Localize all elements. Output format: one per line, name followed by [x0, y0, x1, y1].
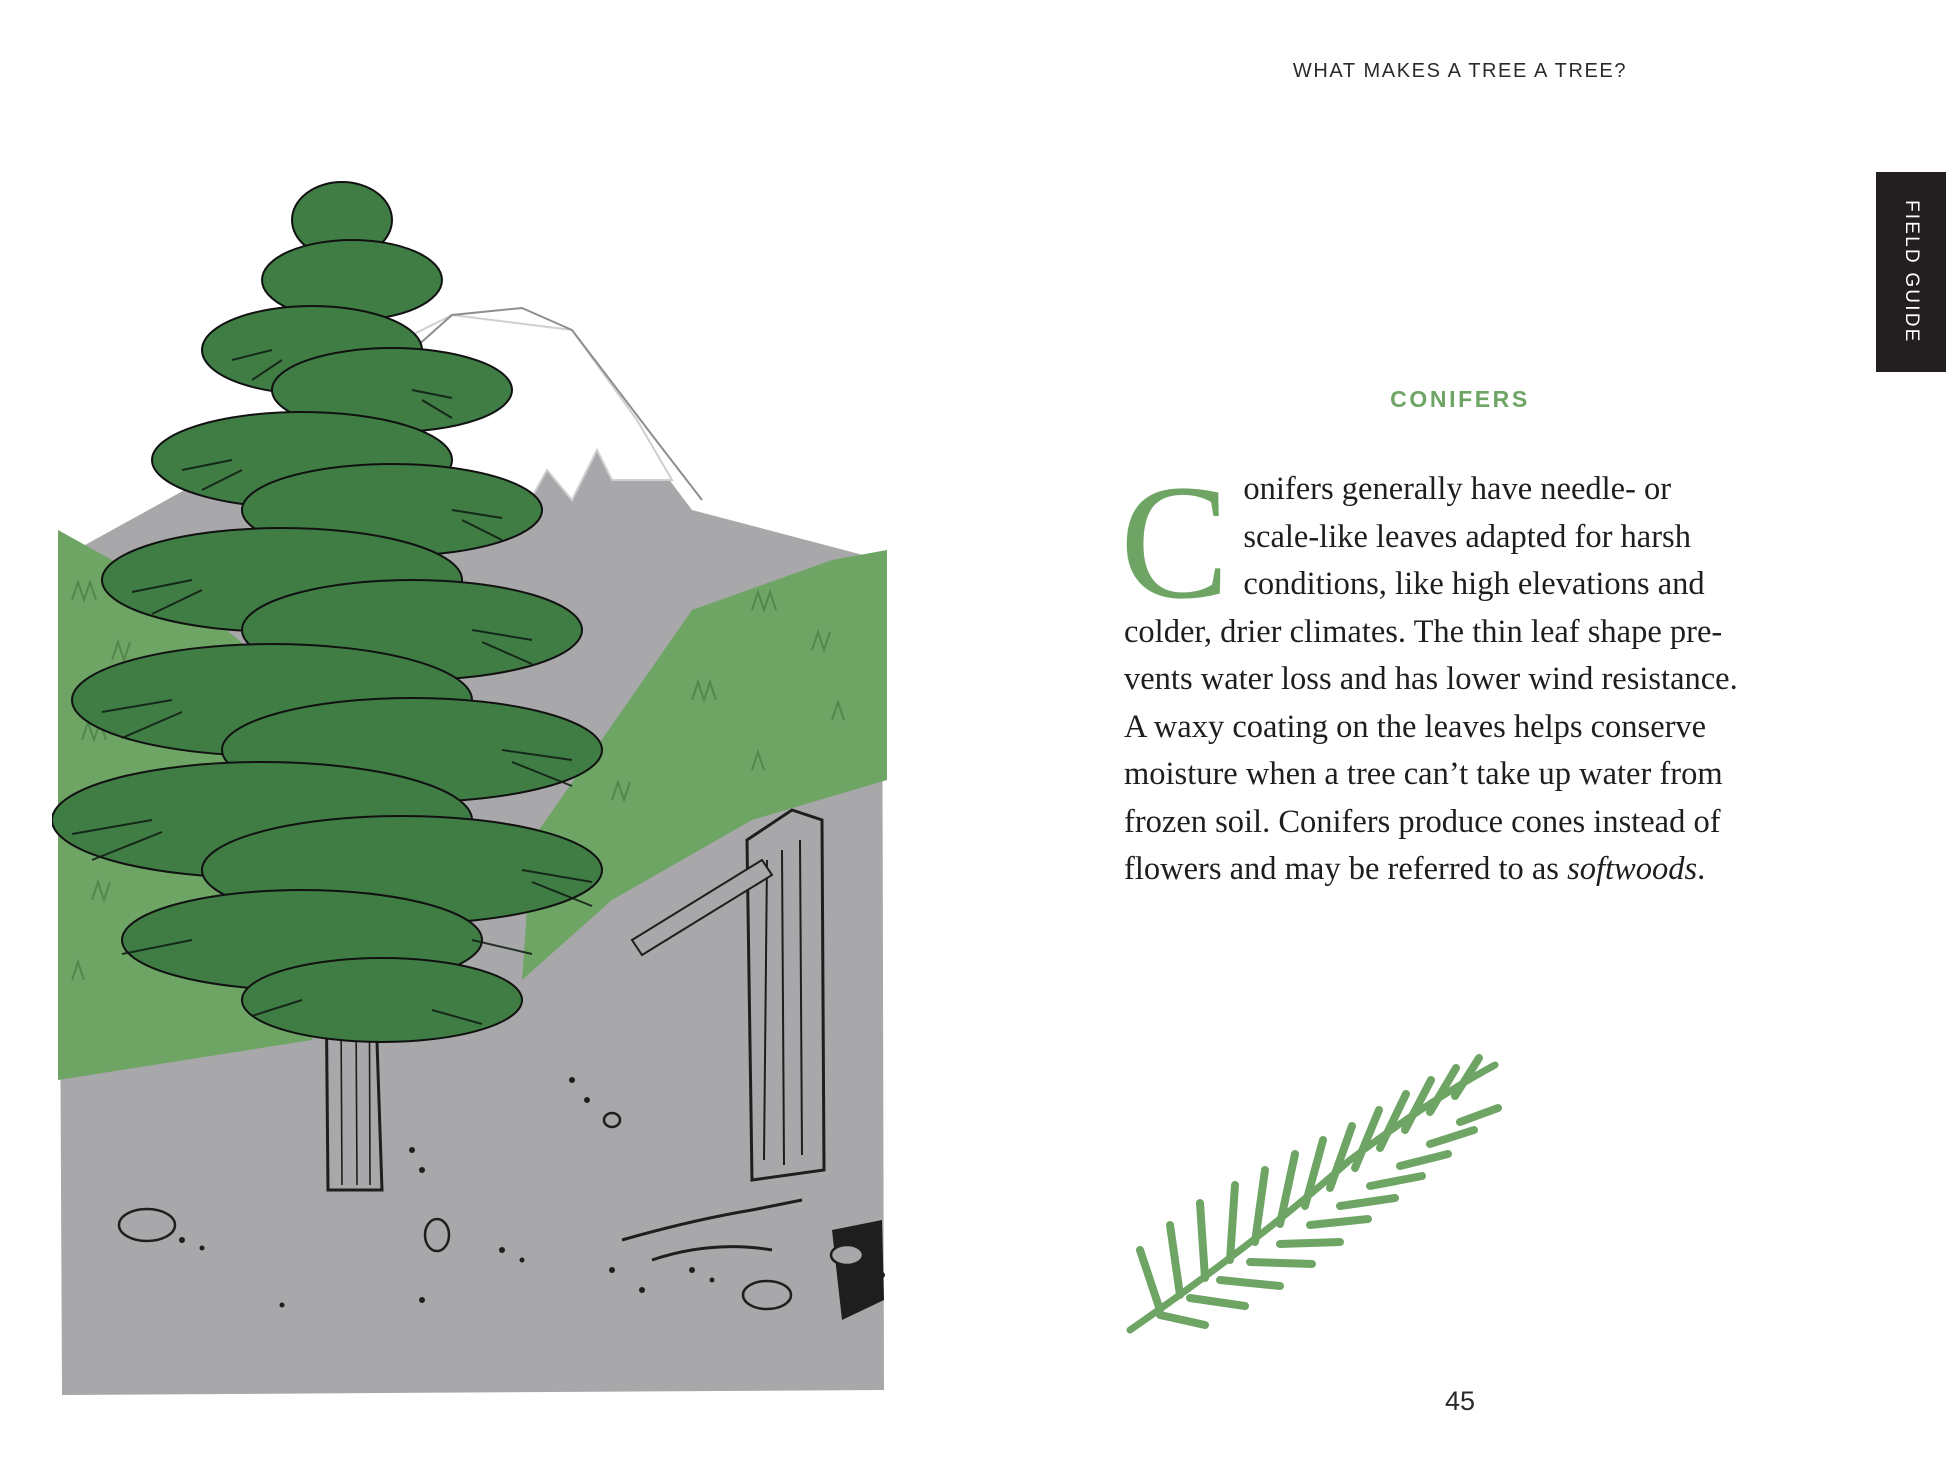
- conifer-sprig-illustration: [1100, 1020, 1520, 1350]
- page-number: 45: [1444, 1386, 1476, 1416]
- running-head: WHAT MAKES A TREE A TREE?: [1292, 60, 1628, 82]
- body-line-last: flowers and may be referred to as softwoods.: [1124, 851, 1706, 887]
- softwoods-term: softwoods: [1567, 851, 1698, 887]
- body-line: A waxy coating on the leaves helps conserve: [1124, 708, 1707, 745]
- body-line: colder, drier climates. The thin leaf shape pre-: [1124, 613, 1723, 650]
- body-line: onifers generally have needle- or: [1243, 471, 1672, 507]
- sprig-stem: [1130, 1065, 1495, 1330]
- body-paragraph: [1120, 452, 1804, 894]
- body-line: scale-like leaves adapted for harsh: [1243, 518, 1691, 555]
- body-line: vents water loss and has lower wind resistance.: [1124, 661, 1738, 697]
- body-line: frozen soil. Conifers produce cones instead of: [1124, 803, 1721, 840]
- body-line: moisture when a tree can’t take up water from: [1124, 756, 1723, 792]
- conifer-mountain-illustration: [52, 180, 932, 1400]
- drop-cap: C: [1120, 452, 1230, 633]
- field-guide-tab-label: FIELD GUIDE: [1901, 200, 1922, 344]
- section-title: CONIFERS: [1390, 386, 1530, 412]
- body-line: conditions, like high elevations and: [1243, 566, 1705, 602]
- field-guide-tab[interactable]: [1876, 172, 1946, 372]
